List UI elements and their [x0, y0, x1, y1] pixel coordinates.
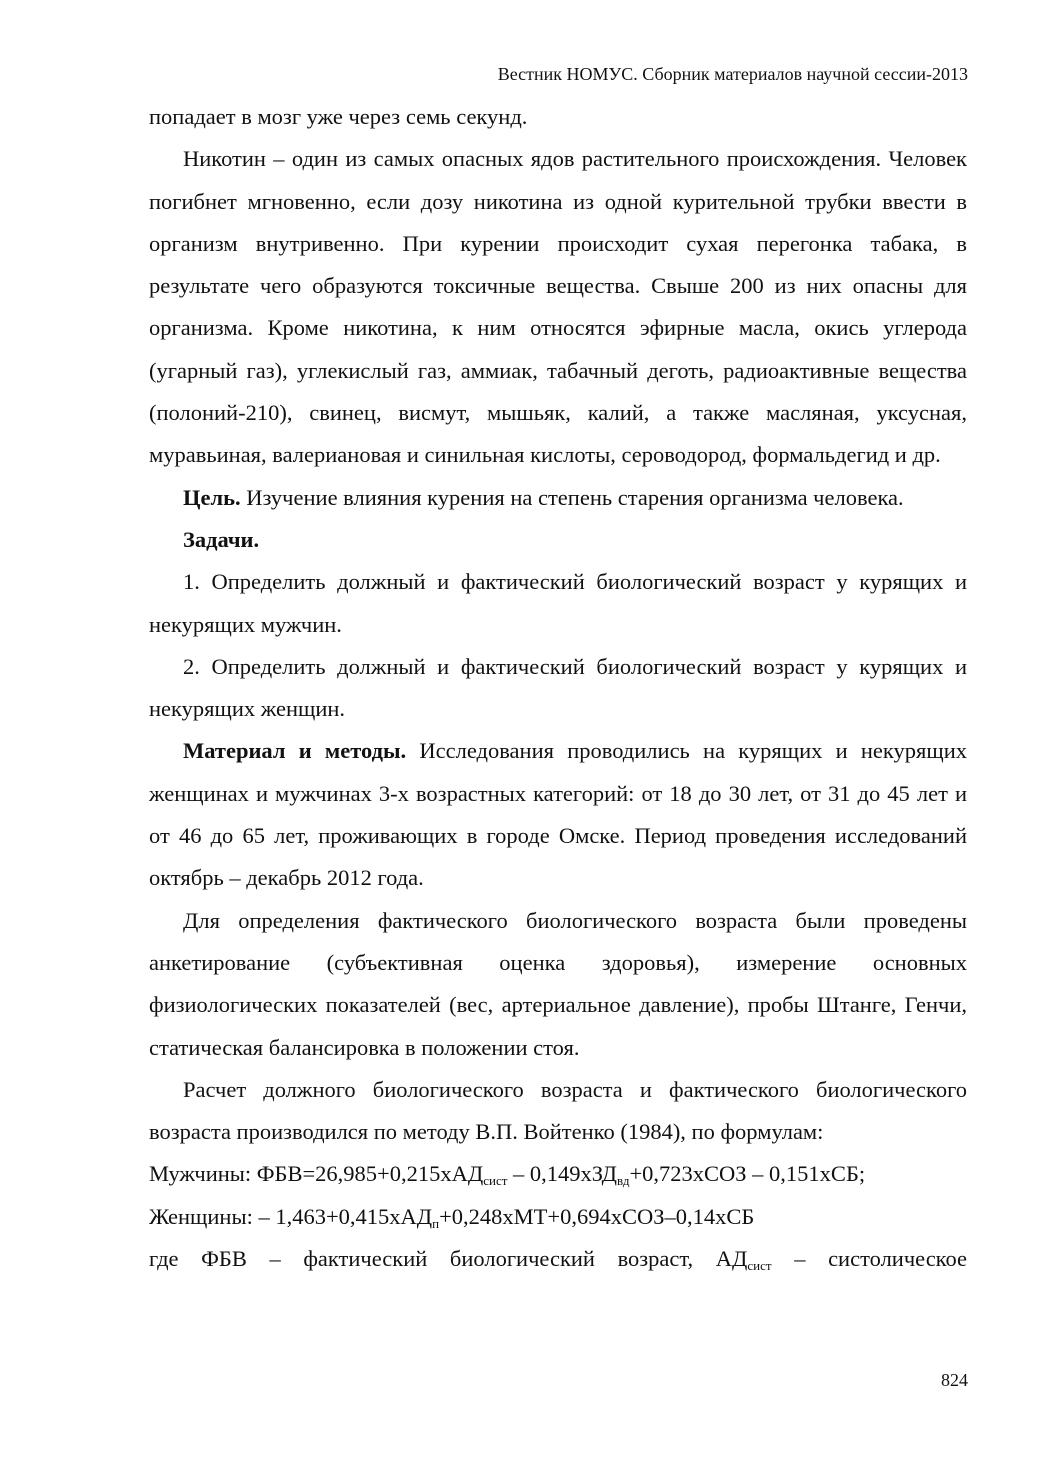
- formula-men-sub-syst: сист: [483, 1173, 508, 1189]
- paragraph-continuation: попадает в мозг уже через семь секунд.: [149, 104, 528, 129]
- where-part-b: – систолическое: [771, 1246, 967, 1272]
- formula-men-part-b: – 0,149хЗД: [507, 1161, 618, 1187]
- goal-text: Изучение влияния курения на степень старения организма человека.: [240, 484, 904, 510]
- formula-women: [149, 1196, 967, 1238]
- tasks-label: Задачи.: [183, 526, 260, 552]
- formula-men-part-a: Мужчины: ФБВ=26,985+0,215хАД: [149, 1161, 484, 1187]
- page-number: 824: [941, 1370, 968, 1390]
- paragraph-determination: Для определения фактического биологического возраста были проведены анкетирование (субъективная оценка здоровья), измерение основных физиологических показателей (вес, артериальное давление), пробы Штанге, Генчи, статическая балансировка в положении стоя.: [149, 907, 967, 1060]
- paragraph-where: [149, 1238, 967, 1280]
- page-body: [149, 96, 967, 1280]
- paragraph-nicotine: Никотин – один из самых опасных ядов растительного происхождения. Человек погибнет мгновенно, если дозу никотина из одной курительной трубки ввести в организм внутривенно. При курении происходит сухая перегонка табака, в результате чего образуются токсичные вещества. Свыше 200 из них опасны для организма. Кроме никотина, к ним относятся эфирные масла, окись углерода (угарный газ), углекислый газ, аммиак, табачный деготь, радиоактивные вещества (полоний-210), свинец, висмут, мышьяк, калий, а также масляная, уксусная, муравьиная, валериановая и синильная кислоты, сероводород, формальдегид и др.: [149, 146, 967, 468]
- formula-men: [149, 1153, 967, 1195]
- formula-women-part-b: +0,248хМТ+0,694хСОЗ–0,14хСБ: [439, 1203, 755, 1229]
- task-item-1: 1. Определить должный и фактический биологический возраст у курящих и некурящих мужчин.: [149, 569, 967, 637]
- formula-men-part-c: +0,723хСОЗ – 0,151хСБ;: [629, 1161, 866, 1187]
- paragraph-calculation: Расчет должного биологического возраста и фактического биологического возраста производился по методу В.П. Войтенко (1984), по формулам:: [149, 1076, 967, 1145]
- paragraph-methods: [149, 730, 967, 899]
- methods-text: Исследования проводились на курящих и некурящих женщинах и мужчинах 3-х возрастных категорий: от 18 до 30 лет, от 31 до 45 лет и от 46 до 65 лет, проживающих в городе Омске. Период проведения исследований октябрь – декабрь 2012 года.: [149, 738, 967, 891]
- where-part-a: где ФБВ – фактический биологический возраст, АД: [149, 1246, 748, 1272]
- paragraph-goal: [149, 477, 967, 519]
- formula-women-part-a: Женщины: – 1,463+0,415хАД: [149, 1203, 433, 1229]
- where-sub-syst: сист: [747, 1258, 772, 1274]
- goal-label: Цель.: [183, 484, 241, 510]
- running-header: Вестник НОМУС. Сборник материалов научной сессии-2013: [497, 64, 968, 84]
- tasks-heading: [149, 519, 967, 561]
- task-item-2: 2. Определить должный и фактический биологический возраст у курящих и некурящих женщин.: [149, 653, 967, 722]
- methods-label: Материал и методы.: [183, 738, 407, 764]
- formula-men-sub-vd: вд: [617, 1173, 630, 1189]
- formula-women-sub-p: п: [432, 1215, 440, 1231]
